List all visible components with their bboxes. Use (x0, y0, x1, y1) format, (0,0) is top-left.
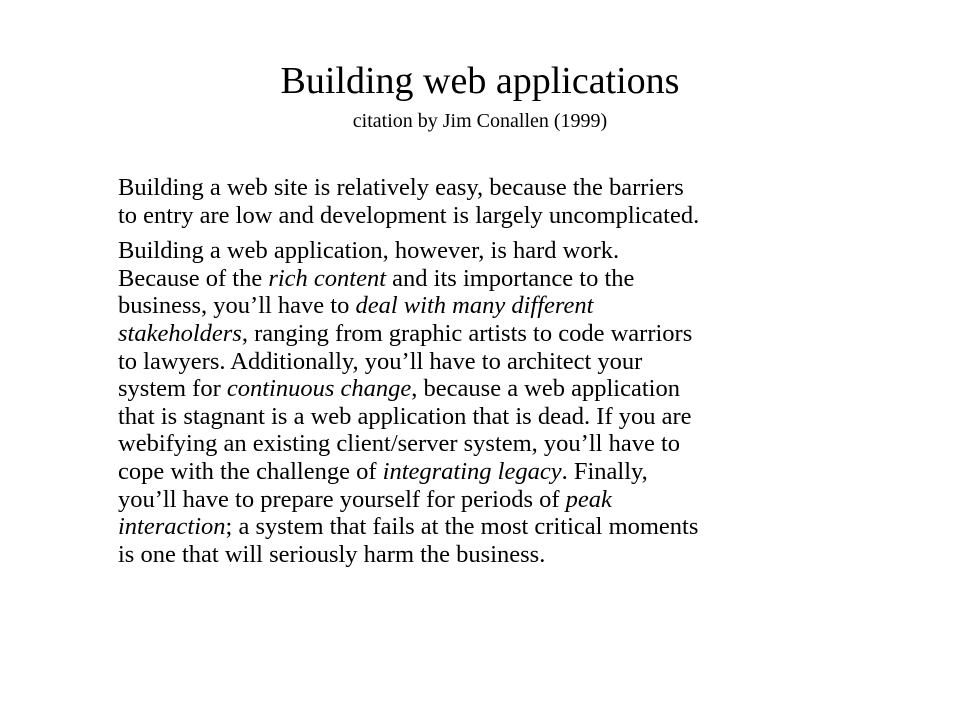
text-run: cope with the challenge of (118, 457, 383, 485)
text-run: business, you’ll have to (118, 292, 356, 320)
text-run: system for (118, 375, 227, 403)
text-run: and its importance to the (386, 264, 635, 292)
paragraph-2-line-11 (118, 513, 878, 541)
italic-phrase-rich-content: rich content (268, 264, 387, 292)
text-run: ; a system that fails at the most critical moments (225, 513, 699, 541)
text-run: , because a web application (411, 375, 680, 403)
paragraph-2-line-10 (118, 486, 878, 514)
text-run: . Finally, (561, 457, 648, 485)
italic-phrase-integrating-legacy: integrating legacy (382, 457, 562, 485)
paragraph-2-line-8: webifying an existing client/server system, you’ll have to (118, 430, 681, 458)
paragraph-2-line-2 (118, 265, 878, 293)
italic-phrase-peak: peak (565, 485, 612, 513)
paragraph-2-line-9 (118, 458, 878, 486)
italic-phrase-continuous-change: continuous change (226, 375, 412, 403)
body-text (118, 174, 878, 576)
italic-phrase-stakeholders: stakeholders (118, 319, 242, 347)
text-run: you’ll have to prepare yourself for periods of (118, 485, 566, 513)
slide-subtitle: citation by Jim Conallen (1999) (352, 110, 608, 132)
paragraph-2-line-1: Building a web application, however, is hard work. (118, 237, 620, 265)
slide-title: Building web applications (280, 60, 680, 102)
italic-phrase-interaction: interaction (118, 513, 226, 541)
paragraph-2-line-5: to lawyers. Additionally, you’ll have to architect your (118, 347, 643, 375)
paragraph-2 (118, 237, 878, 568)
paragraph-2-line-3 (118, 292, 878, 320)
title-block (0, 58, 960, 134)
text-run: Because of the (118, 264, 269, 292)
paragraph-2-line-4 (118, 320, 878, 348)
paragraph-2-line-7: that is stagnant is a web application that is dead. If you are (118, 402, 692, 430)
italic-phrase-deal-with: deal with many different (355, 292, 594, 320)
paragraph-2-line-6 (118, 375, 878, 403)
paragraph-1-line-2: to entry are low and development is largely uncomplicated. (118, 201, 700, 229)
paragraph-1 (118, 174, 878, 229)
paragraph-1-line-1: Building a web site is relatively easy, because the barriers (118, 174, 684, 201)
paragraph-2-line-12: is one that will seriously harm the business. (118, 540, 546, 568)
text-run: , ranging from graphic artists to code warriors (241, 319, 693, 347)
